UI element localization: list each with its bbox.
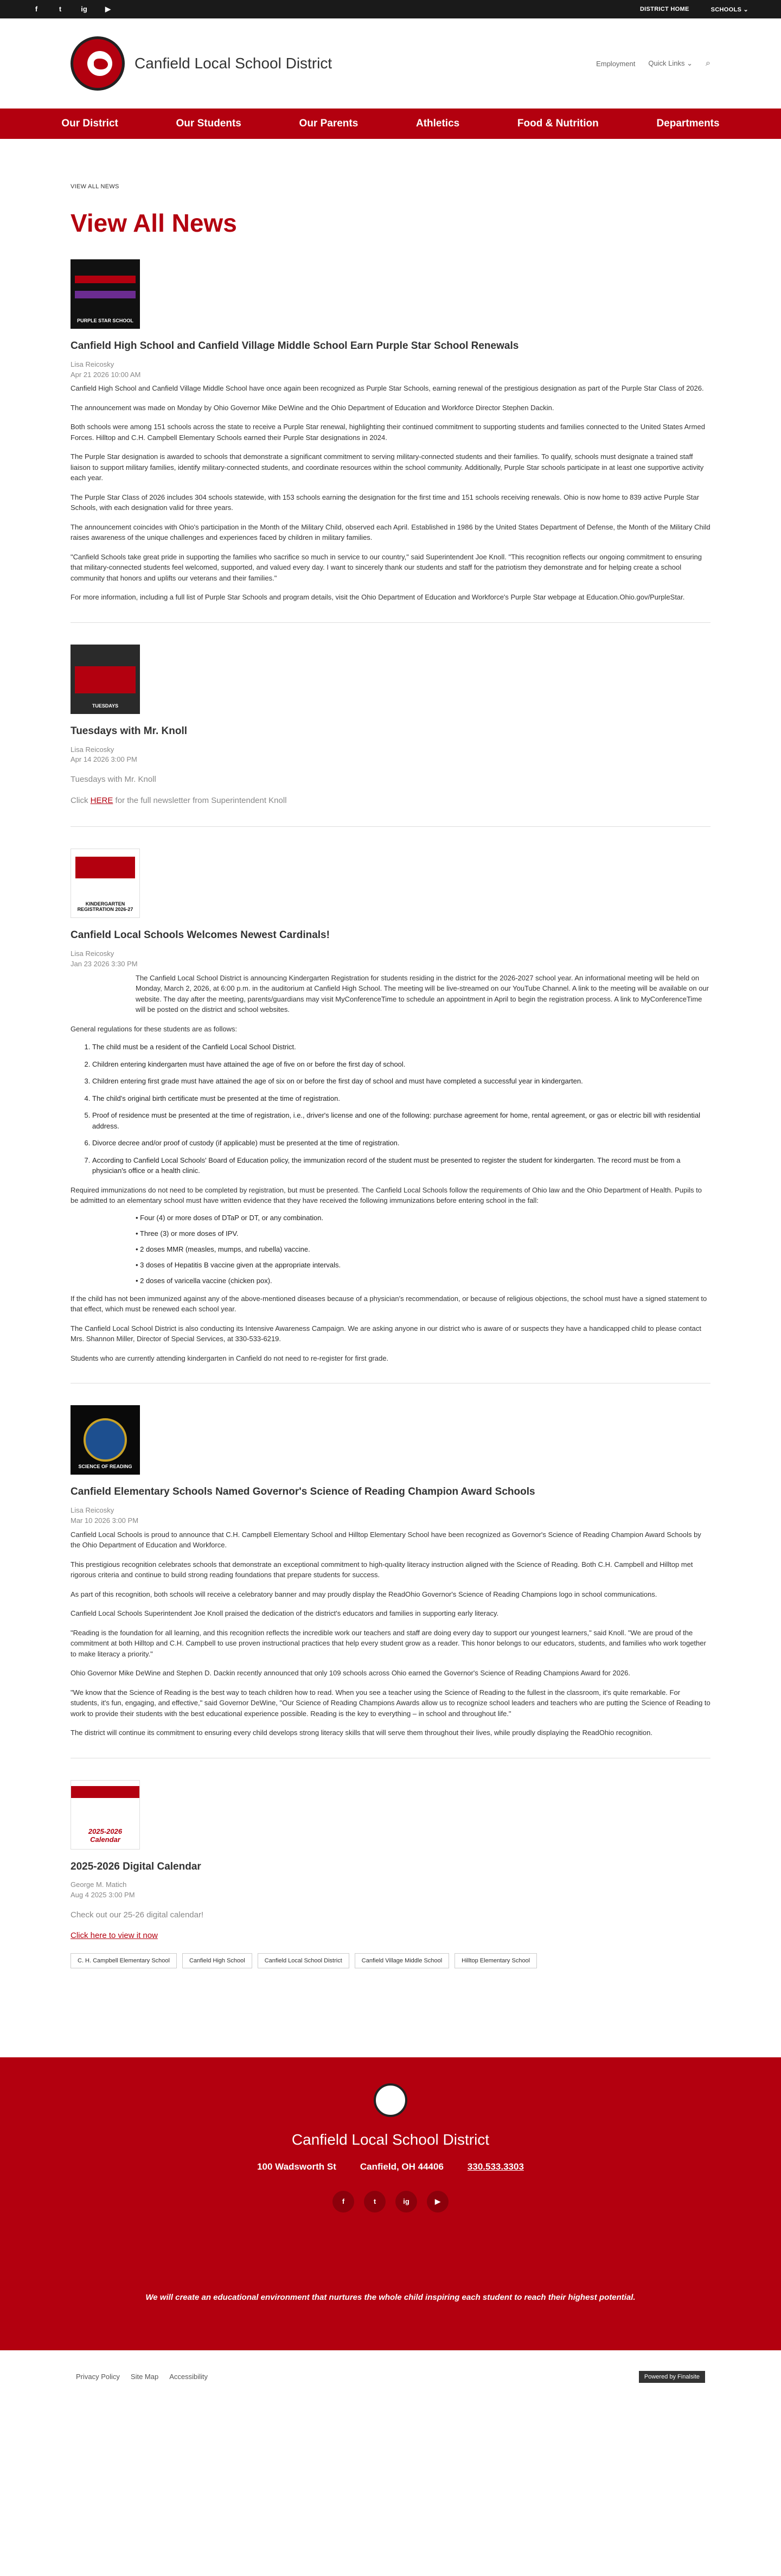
post-summary: Tuesdays with Mr. Knoll [71, 775, 156, 785]
post-title[interactable]: Tuesdays with Mr. Knoll [71, 725, 188, 737]
post-title[interactable]: 2025-2026 Digital Calendar [71, 1860, 201, 1872]
facebook-icon[interactable]: f [332, 2191, 354, 2212]
post-author: Lisa Reicosky [71, 949, 114, 958]
post-thumbnail[interactable] [71, 259, 140, 329]
privacy-policy-link[interactable]: Privacy Policy [76, 2373, 120, 2381]
footer-social [0, 2191, 781, 2212]
quick-links-dropdown[interactable]: Quick Links ⌄ [648, 59, 693, 67]
rule-item: 6. Divorce decree and/or proof of custody (if applicable) must be presented at the time of registration. [92, 1138, 710, 1149]
post-title[interactable]: Canfield Local Schools Welcomes Newest Cardinals! [71, 929, 330, 941]
post-paragraph: As part of this recognition, both schools will receive a celebratory banner and may proudly display the ReadOhio Governor's Science of Reading Champions logo in school communications. [71, 1590, 657, 1598]
thumbnail-caption: TUESDAYS [92, 703, 119, 709]
rule-item: 2. Children entering kindergarten must have attained the age of five on or before the first day of school. [92, 1059, 710, 1070]
post-paragraph: Required immunizations do not need to be completed by registration, but must be presented. The Canfield Local Schools follow the requirements of Ohio law and the Ohio Department of Health. Pupils to be admitted to an elementary school must have written evidence that they have received the following immunizations before entering school in the fall: [71, 1185, 702, 1205]
post-intro: The Canfield Local School District is announcing Kindergarten Registration for students residing in the district for the 2026-2027 school year. An informational meeting will be held on Monday, March 2, 2026, at 6:00 p.m. in the auditorium at Canfield High School. The meeting will be live-streamed on our YouTube Channel. A link to the meeting will be available on our website. The day after the meeting, parents/guardians may visit MyConferenceTime to schedule an appointment in April to begin the registration process. A link to MyConferenceTime will be posted on the district and school websites. [136, 973, 709, 1014]
site-map-link[interactable]: Site Map [130, 2373, 159, 2381]
post-paragraph: The announcement coincides with Ohio's participation in the Month of the Military Child, observed each April. Established in 1986 by the United States Department of Defense, the Month of the Military Child raises awareness of the unique challenges and experiences faced by children in military families. [71, 522, 710, 542]
footer-phone[interactable]: 330.533.3303 [467, 2161, 524, 2172]
post-tags [71, 1953, 710, 1968]
thumbnail-caption: PURPLE STAR SCHOOL [77, 318, 133, 323]
post-paragraph: Canfield High School and Canfield Village Middle School have once again been recognized as Purple Star Schools, earning renewal of the prestigious designation as part of the Purple Star Class of 2026. [71, 384, 704, 393]
vaccine-item: • 2 doses MMR (measles, mumps, and rubella) vaccine. [136, 1245, 310, 1253]
news-post [71, 1758, 710, 1988]
main-nav [0, 109, 781, 139]
calendar-link[interactable]: Click here to view it now [71, 1931, 158, 1941]
vaccine-item: • 2 doses of varicella vaccine (chicken pox). [136, 1276, 272, 1285]
post-paragraph: Canfield Local Schools Superintendent Joe Knoll praised the dedication of the district's educators and families in supporting early literacy. [71, 1609, 499, 1617]
tag-chip[interactable]: Canfield High School [182, 1953, 252, 1968]
footer-district-name: Canfield Local School District [291, 2131, 490, 2148]
cardinal-logo[interactable] [71, 36, 125, 91]
bottom-bar [0, 2350, 781, 2403]
news-post [71, 827, 710, 1383]
site-footer [0, 2057, 781, 2350]
post-thumbnail[interactable] [71, 645, 140, 714]
tag-chip[interactable]: Canfield Village Middle School [355, 1953, 449, 1968]
post-paragraph: The Purple Star Class of 2026 includes 304 schools statewide, with 153 schools earning the designation for the first time and 151 schools receiving renewals. Ohio is now home to 839 active Purple Star Schools, with each designation valid for three years. [71, 493, 700, 512]
mission-statement: We will create an educational environment that nurtures the whole child inspiring each student to reach their highest potential. [145, 2292, 636, 2302]
post-paragraph: For more information, including a full list of Purple Star Schools and program details, visit the Ohio Department of Education and Workforce's Purple Star webpage at Education.Ohio.gov/PurpleStar. [71, 593, 685, 602]
footer-street: 100 Wadsworth St [257, 2161, 336, 2172]
nav-our-parents[interactable]: Our Parents [299, 118, 359, 129]
post-paragraph: Students who are currently attending kindergarten in Canfield do not need to re-register for first grade. [71, 1354, 389, 1362]
post-author: George M. Matich [71, 1880, 127, 1889]
instagram-icon[interactable]: ig [81, 5, 87, 13]
post-thumbnail[interactable] [71, 849, 140, 918]
thumbnail-caption: 2025-2026 Calendar [88, 1827, 123, 1844]
post-paragraph: "Reading is the foundation for all learning, and this recognition reflects the incredible work our teachers and staff are doing every day to support our youngest learners," said Knoll. "We are proud of the commitment at both Hilltop and C.H. Campbell to use proven instructional practices that help every student grow as a reader. This honor belongs to our educators, students, and families who work together to make literacy a priority." [71, 1628, 706, 1658]
post-title[interactable]: Canfield High School and Canfield Village Middle School Earn Purple Star School Renewals [71, 340, 519, 352]
vaccine-item: • 3 doses of Hepatitis B vaccine given at the appropriate intervals. [136, 1260, 341, 1269]
post-paragraph: If the child has not been immunized against any of the above-mentioned diseases because of a physician's recommendation, or because of religious objections, the school must have a signed statement to that effect, which must be renewed each school year. [71, 1294, 707, 1313]
vaccine-item: • Three (3) or more doses of IPV. [136, 1229, 239, 1238]
rule-item: 4. The child's original birth certificate must be presented at the time of registration. [92, 1093, 710, 1104]
post-paragraph: The Purple Star designation is awarded to schools that demonstrate a significant commitment to serving military-connected students and their families. To qualify, schools must designate a trained staff liaison to support military families, identify military-connected students, and coordinate resources within the school community. Additionally, Purple Star schools participate in at least one supportive activity each year. [71, 452, 704, 482]
rule-item: 7. According to Canfield Local Schools' Board of Education policy, the immunization record of the student must be presented to register the student for kindergarten. The record must be from a physician's office or a health clinic. [92, 1155, 710, 1176]
youtube-icon[interactable]: ▶ [105, 5, 111, 13]
district-home-link[interactable]: DISTRICT HOME [639, 5, 689, 12]
post-paragraph: The Canfield Local School District is also conducting its Intensive Awareness Campaign. We are asking anyone in our district who is aware of or suspects they have a handicapped child to please contact Mrs. Shannon Miller, Director of Special Services, at 330-533-6219. [71, 1324, 701, 1343]
twitter-icon[interactable]: t [59, 5, 62, 13]
news-post [71, 1383, 710, 1758]
post-cta: Click HERE for the full newsletter from Superintendent Knoll [71, 795, 287, 805]
site-header [0, 18, 781, 109]
registration-rules [92, 1042, 710, 1176]
post-date: Mar 10 2026 3:00 PM [71, 1516, 139, 1525]
twitter-icon[interactable]: t [364, 2191, 386, 2212]
news-post [71, 238, 710, 623]
utility-bar [0, 0, 781, 18]
post-paragraph: Canfield Local Schools is proud to announce that C.H. Campbell Elementary School and Hilltop Elementary School have been recognized as Governor's Science of Reading Champion Award Schools by the Ohio Department of Education and Workforce. [71, 1530, 701, 1549]
facebook-icon[interactable]: f [35, 5, 38, 13]
nav-our-district[interactable]: Our District [61, 118, 118, 129]
rule-item: 1. The child must be a resident of the Canfield Local School District. [92, 1042, 710, 1053]
nav-departments[interactable]: Departments [656, 118, 720, 129]
footer-city: Canfield, OH 44406 [360, 2161, 444, 2172]
thumbnail-caption: KINDERGARTEN REGISTRATION 2026-27 [77, 901, 133, 913]
tag-chip[interactable]: Canfield Local School District [258, 1953, 349, 1968]
post-paragraph: Both schools were among 151 schools across the state to receive a Purple Star renewal, highlighting their continued commitment to supporting students and families connected to the United States Armed Forces. Hilltop and C.H. Campbell Elementary Schools earned their Purple Star designations in 2024. [71, 423, 705, 442]
post-paragraph: The district will continue its commitment to ensuring every child develops strong literacy skills that will serve them throughout their lives, while proudly displaying the ReadOhio recognition. [71, 1729, 652, 1737]
nav-athletics[interactable]: Athletics [415, 118, 460, 129]
employment-link[interactable]: Employment [596, 59, 636, 68]
breadcrumb[interactable]: VIEW ALL NEWS [71, 183, 119, 190]
post-author: Lisa Reicosky [71, 745, 114, 754]
tag-chip[interactable]: Hilltop Elementary School [454, 1953, 537, 1968]
brand[interactable] [71, 36, 332, 91]
newsletter-link[interactable]: HERE [90, 795, 113, 805]
post-author: Lisa Reicosky [71, 1506, 114, 1514]
main-content [0, 183, 781, 1988]
post-date: Apr 14 2026 3:00 PM [71, 755, 137, 764]
post-paragraph: "We know that the Science of Reading is the best way to teach children how to read. When you see a teacher using the Science of Reading to the fullest in the classroom, it's quite remarkable. For students, it's fun, engaging, and effective," said Governor DeWine, "Our Science of Reading Champions Awards allow us to recognize school leaders and teachers who are putting the Science of Reading to work to provide their students with the best educational experience possible. Reading is the key to everything – in school and throughout life." [71, 1688, 710, 1718]
post-date: Jan 23 2026 3:30 PM [71, 959, 138, 968]
post-paragraph: General regulations for these students are as follows: [71, 1024, 238, 1033]
post-summary: Check out our 25-26 digital calendar! [71, 1910, 204, 1920]
rule-item: 3. Children entering first grade must have attained the age of six on or before the first day of school and must have completed a successful year in kindergarten. [92, 1076, 710, 1087]
instagram-icon[interactable]: ig [395, 2191, 417, 2212]
thumbnail-caption: SCIENCE OF READING [78, 1464, 132, 1470]
district-name[interactable]: Canfield Local School District [135, 55, 332, 72]
post-paragraph: "Canfield Schools take great pride in supporting the families who sacrifice so much in service to our country," said Superintendent Joe Knoll. "This recognition reflects our ongoing commitment to ensuring that military-connected students feel welcomed, supported, and valued every day. I want to sincerely thank our students and staff for the patriotism they demonstrate and for helping create a school community that honors and uplifts our veterans and their families." [71, 552, 702, 582]
tag-chip[interactable]: C. H. Campbell Elementary School [71, 1953, 177, 1968]
social-links [33, 5, 112, 14]
news-post [71, 623, 710, 827]
rule-item: 5. Proof of residence must be presented at the time of registration, i.e., driver's license and one of the following: purchase agreement for home, rental agreement, or gas or electric bill with residential address. [92, 1110, 710, 1131]
post-date: Apr 21 2026 10:00 AM [71, 370, 141, 379]
footer-logo[interactable] [374, 2083, 407, 2117]
schools-dropdown[interactable]: SCHOOLS ⌄ [710, 6, 748, 13]
page-title: View All News [71, 209, 237, 237]
accessibility-link[interactable]: Accessibility [169, 2373, 208, 2381]
post-thumbnail[interactable] [71, 1405, 140, 1475]
search-icon[interactable]: ⌕ [706, 59, 710, 68]
youtube-icon[interactable]: ▶ [427, 2191, 449, 2212]
vaccine-list [136, 1214, 710, 1285]
post-author: Lisa Reicosky [71, 360, 114, 368]
post-thumbnail[interactable] [71, 1780, 140, 1850]
post-title[interactable]: Canfield Elementary Schools Named Governor's Science of Reading Champion Award Schools [71, 1486, 535, 1498]
post-paragraph: Ohio Governor Mike DeWine and Stephen D. Dackin recently announced that only 109 schools across Ohio earned the Governor's Science of Reading Champions Award for 2026. [71, 1669, 630, 1677]
nav-our-students[interactable]: Our Students [176, 118, 241, 129]
post-date: Aug 4 2025 3:00 PM [71, 1891, 135, 1899]
post-paragraph: The announcement was made on Monday by Ohio Governor Mike DeWine and the Ohio Department of Education and Workforce Director Stephen Dackin. [71, 403, 554, 412]
powered-by-badge[interactable]: Powered by Finalsite [639, 2371, 705, 2383]
nav-food-nutrition[interactable]: Food & Nutrition [517, 118, 599, 129]
post-paragraph: This prestigious recognition celebrates schools that demonstrate an exceptional commitment to high-quality literacy instruction aligned with the Science of Reading. Both C.H. Campbell and Hilltop met rigorous criteria and continue to build strong reading foundations that prepare students for success. [71, 1560, 693, 1579]
vaccine-item: • Four (4) or more doses of DTaP or DT, or any combination. [136, 1213, 324, 1222]
